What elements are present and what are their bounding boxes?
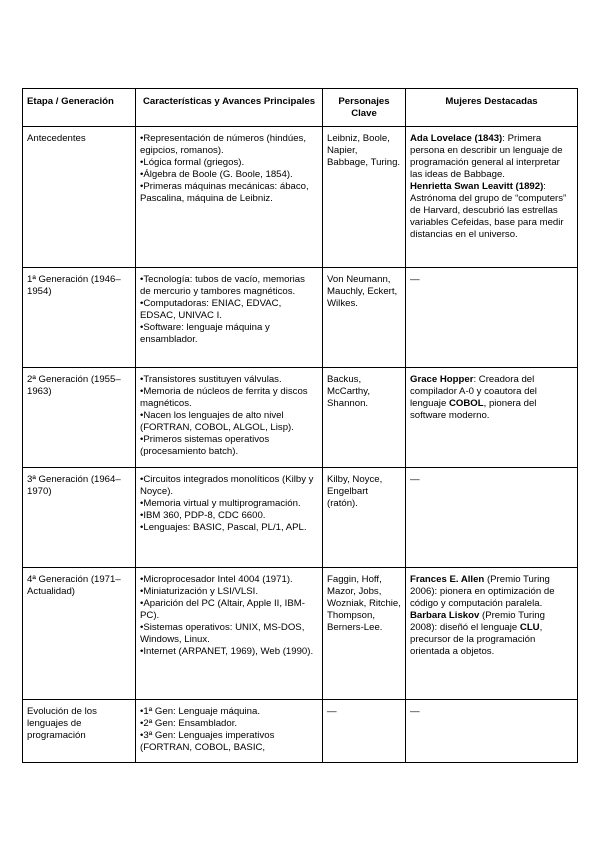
stage-cell: 1ª Generación (1946–1954) bbox=[23, 268, 136, 368]
stage-cell: Antecedentes bbox=[23, 127, 136, 268]
feature-item: • Aparición del PC (Altair, Apple II, IBM-PC). bbox=[140, 598, 318, 622]
feature-item: • Software: lenguaje máquina y ensamblador. bbox=[140, 322, 318, 346]
feature-item: • Nacen los lenguajes de alto nivel (FORTRAN, COBOL, ALGOL, Lisp). bbox=[140, 410, 318, 434]
woman-description: : Primera persona en describir un lenguaje de programación general al interpretar las ideas de Babbage. bbox=[410, 133, 563, 180]
woman-name: Ada Lovelace (1843) bbox=[410, 133, 503, 144]
people-cell: Kilby, Noyce, Engelbart (ratón). bbox=[323, 468, 406, 568]
woman-description: (Premio Turing 2008): diseñó el lenguaje bbox=[410, 610, 545, 633]
features-list bbox=[140, 274, 318, 346]
features-cell bbox=[136, 368, 323, 468]
features-list bbox=[140, 706, 318, 754]
header-people: Personajes Clave bbox=[323, 89, 406, 127]
features-cell bbox=[136, 268, 323, 368]
features-cell bbox=[136, 127, 323, 268]
features-list bbox=[140, 474, 318, 534]
features-list bbox=[140, 374, 318, 458]
woman-entry bbox=[410, 133, 573, 181]
feature-item: • Tecnología: tubos de vacío, memorias de mercurio y tambores magnéticos. bbox=[140, 274, 318, 298]
features-cell bbox=[136, 700, 323, 763]
people-cell: Leibniz, Boole, Napier, Babbage, Turing. bbox=[323, 127, 406, 268]
feature-item: • 1ª Gen: Lenguaje máquina. bbox=[140, 706, 318, 718]
table-row bbox=[23, 700, 578, 763]
women-cell: — bbox=[406, 468, 578, 568]
feature-item: • Sistemas operativos: UNIX, MS-DOS, Windows, Linux. bbox=[140, 622, 318, 646]
header-features: Características y Avances Principales bbox=[136, 89, 323, 127]
people-cell: — bbox=[323, 700, 406, 763]
features-cell bbox=[136, 468, 323, 568]
woman-entry bbox=[410, 374, 573, 422]
feature-item: • Circuitos integrados monolíticos (Kilby y Noyce). bbox=[140, 474, 318, 498]
woman-name: Barbara Liskov bbox=[410, 610, 480, 621]
table-row bbox=[23, 468, 578, 568]
generations-table bbox=[22, 88, 578, 763]
stage-cell: 3ª Generación (1964–1970) bbox=[23, 468, 136, 568]
stage-cell: 4ª Generación (1971–Actualidad) bbox=[23, 568, 136, 700]
table-row bbox=[23, 127, 578, 268]
people-cell: Faggin, Hoff, Mazor, Jobs, Wozniak, Ritchie, Thompson, Berners-Lee. bbox=[323, 568, 406, 700]
feature-item: • Memoria de núcleos de ferrita y discos magnéticos. bbox=[140, 386, 318, 410]
women-cell: — bbox=[406, 700, 578, 763]
woman-entry bbox=[410, 181, 573, 241]
feature-item: • Memoria virtual y multiprogramación. bbox=[140, 498, 318, 510]
woman-entry bbox=[410, 610, 573, 658]
feature-item: • 2ª Gen: Ensamblador. bbox=[140, 718, 318, 730]
women-cell: — bbox=[406, 268, 578, 368]
woman-description: : Astrónoma del grupo de “computers” de Harvard, descubrió las estrellas variables Cefeidas, base para medir distancias en el universo. bbox=[410, 181, 567, 240]
stage-cell: Evolución de los lenguajes de programación bbox=[23, 700, 136, 763]
people-cell: Von Neumann, Mauchly, Eckert, Wilkes. bbox=[323, 268, 406, 368]
woman-name: Frances E. Allen bbox=[410, 574, 485, 585]
feature-item: • Representación de números (hindúes, egipcios, romanos). bbox=[140, 133, 318, 157]
feature-item: • Lenguajes: BASIC, Pascal, PL/1, APL. bbox=[140, 522, 318, 534]
woman-name: Henrietta Swan Leavitt (1892) bbox=[410, 181, 544, 192]
feature-item: • 3ª Gen: Lenguajes imperativos (FORTRAN, COBOL, BASIC, bbox=[140, 730, 318, 754]
woman-description-cont: , pionera del software moderno. bbox=[410, 398, 537, 421]
table-row bbox=[23, 368, 578, 468]
header-row bbox=[23, 89, 578, 127]
feature-item: • Internet (ARPANET, 1969), Web (1990). bbox=[140, 646, 318, 658]
feature-item: • Álgebra de Boole (G. Boole, 1854). bbox=[140, 169, 318, 181]
table-row bbox=[23, 268, 578, 368]
feature-item: • Primeras máquinas mecánicas: ábaco, Pascalina, máquina de Leibniz. bbox=[140, 181, 318, 205]
feature-item: • Miniaturización y LSI/VLSI. bbox=[140, 586, 318, 598]
feature-item: • Microprocesador Intel 4004 (1971). bbox=[140, 574, 318, 586]
feature-item: • Lógica formal (griegos). bbox=[140, 157, 318, 169]
woman-description: (Premio Turing 2006): pionera en optimización de código y computación paralela. bbox=[410, 574, 555, 609]
features-list bbox=[140, 574, 318, 658]
woman-description: : Creadora del compilador A-0 y coautora del lenguaje bbox=[410, 374, 537, 409]
women-cell bbox=[406, 568, 578, 700]
woman-entry bbox=[410, 574, 573, 610]
women-cell bbox=[406, 127, 578, 268]
woman-name: Grace Hopper bbox=[410, 374, 474, 385]
stage-cell: 2ª Generación (1955–1963) bbox=[23, 368, 136, 468]
language-name: CLU bbox=[519, 622, 540, 633]
header-stage: Etapa / Generación bbox=[23, 89, 136, 127]
women-cell bbox=[406, 368, 578, 468]
feature-item: • Primeros sistemas operativos (procesamiento batch). bbox=[140, 434, 318, 458]
woman-description-cont: , precursor de la programación orientada a objetos. bbox=[410, 622, 543, 657]
header-women: Mujeres Destacadas bbox=[406, 89, 578, 127]
feature-item: • Transistores sustituyen válvulas. bbox=[140, 374, 318, 386]
people-cell: Backus, McCarthy, Shannon. bbox=[323, 368, 406, 468]
table-row bbox=[23, 568, 578, 700]
language-name: COBOL bbox=[448, 398, 484, 409]
features-cell bbox=[136, 568, 323, 700]
feature-item: • IBM 360, PDP-8, CDC 6600. bbox=[140, 510, 318, 522]
feature-item: • Computadoras: ENIAC, EDVAC, EDSAC, UNIVAC I. bbox=[140, 298, 318, 322]
features-list bbox=[140, 133, 318, 205]
